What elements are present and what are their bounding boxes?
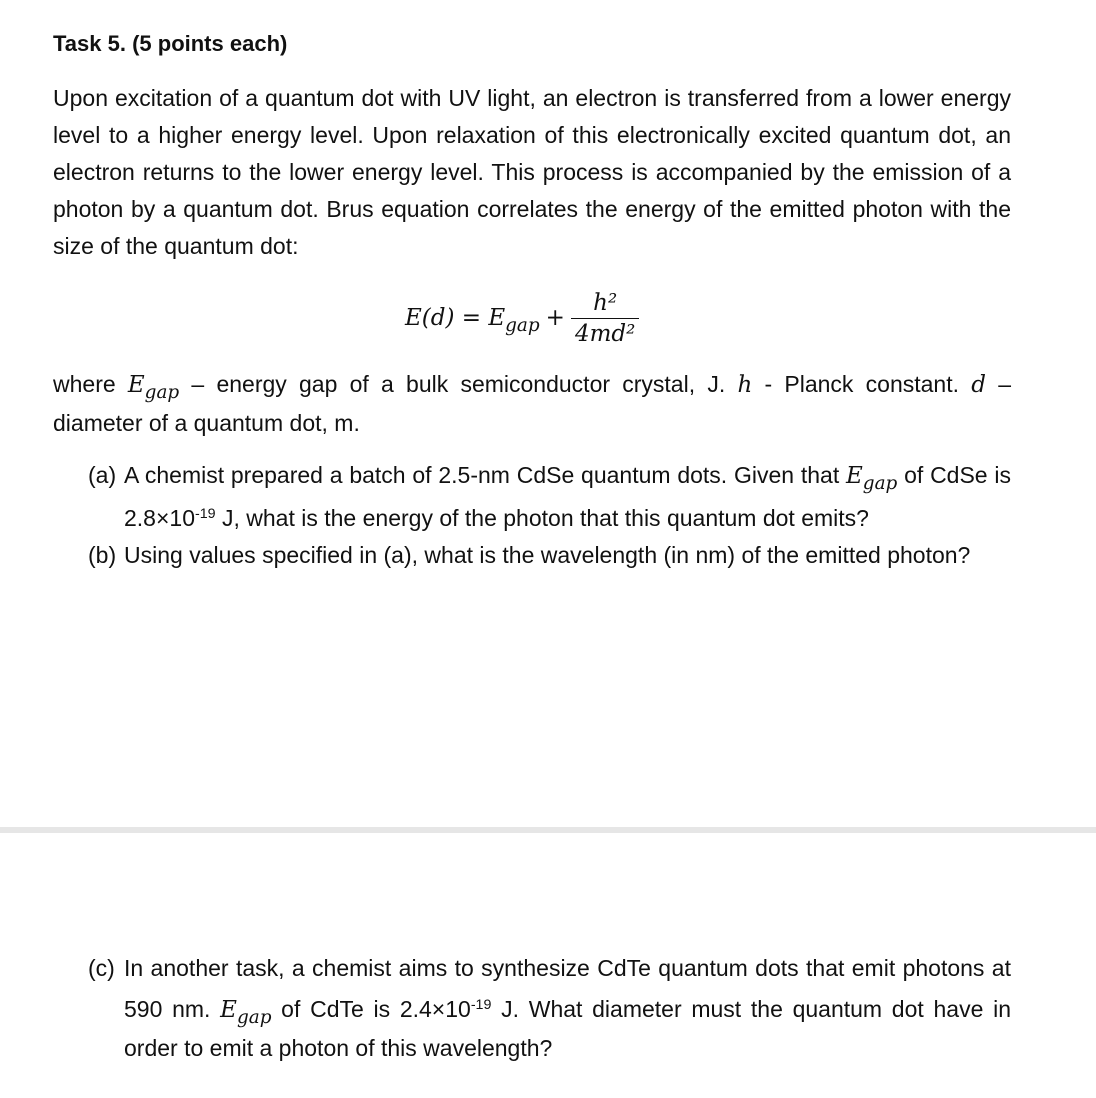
equation-lhs-text: E(d) = E bbox=[405, 305, 506, 331]
question-c-egap bbox=[220, 996, 272, 1029]
definition-text-2: – energy gap of a bulk semiconductor crystal, J. bbox=[179, 371, 738, 397]
questions-ab bbox=[88, 457, 1011, 574]
question-a-label: (a) bbox=[88, 462, 117, 488]
question-b-text: Using values specified in (a), what is the wavelength (in nm) of the emitted photon? bbox=[124, 541, 971, 568]
question-a-text-3: J, what is the energy of the photon that this quantum dot emits? bbox=[215, 504, 869, 531]
equation-lhs bbox=[405, 305, 540, 337]
d-symbol: d bbox=[971, 372, 986, 398]
question-b bbox=[88, 537, 1011, 574]
question-a-text-2: of CdSe is 2.8×10 bbox=[124, 462, 1011, 531]
h-symbol: h bbox=[737, 372, 753, 398]
egap-symbol bbox=[127, 372, 180, 404]
question-a-egap-e: E bbox=[846, 463, 863, 489]
questions-c bbox=[88, 950, 1011, 1067]
question-c-text-1: In another task, a chemist aims to synthesize CdTe quantum dots that emit photons at 590 nm. bbox=[124, 955, 1011, 1022]
definition-text-1: where bbox=[53, 371, 128, 397]
question-c-egap-e: E bbox=[220, 996, 237, 1023]
definition-text-3: - Planck constant. bbox=[752, 371, 972, 397]
question-c-label: (c) bbox=[88, 955, 115, 981]
question-c bbox=[88, 950, 1011, 1067]
equation-fraction bbox=[571, 290, 639, 347]
page-divider bbox=[0, 827, 1096, 833]
equation-numerator: h² bbox=[593, 289, 618, 316]
task-title: Task 5. (5 points each) bbox=[53, 31, 288, 56]
equation-denominator: 4md² bbox=[571, 318, 639, 347]
definition-text-4: – diameter of a quantum dot, m. bbox=[53, 371, 1011, 436]
brus-equation bbox=[405, 283, 639, 353]
question-a bbox=[88, 457, 1011, 537]
question-c-text-3: J. What diameter must the quantum dot have in order to emit a photon of this wavelength? bbox=[124, 995, 1011, 1061]
egap-e: E bbox=[127, 372, 145, 398]
question-c-exponent: -19 bbox=[470, 997, 492, 1013]
question-c-egap-subscript: gap bbox=[236, 1007, 272, 1029]
question-a-exponent: -19 bbox=[195, 506, 216, 522]
egap-subscript: gap bbox=[144, 382, 180, 404]
equation-lhs-subscript: gap bbox=[505, 315, 540, 337]
intro-paragraph: Upon excitation of a quantum dot with UV light, an electron is transferred from a lower energy level to a higher energy level. Upon relaxation of this electronically excited quantum dot, an electron returns to the lower energy level. This process is accompanied by the emission of a photon by a quantum dot. Brus equation correlates the energy of the emitted photon with the size of the quantum dot: bbox=[53, 85, 1011, 259]
question-c-text-2: of CdTe is 2.4×10 bbox=[271, 995, 471, 1022]
definition-paragraph bbox=[53, 366, 1011, 442]
equation-plus: + bbox=[545, 305, 565, 331]
question-a-egap-subscript: gap bbox=[862, 473, 898, 495]
question-a-egap bbox=[846, 463, 898, 495]
question-b-label: (b) bbox=[88, 541, 117, 568]
question-a-text-1: A chemist prepared a batch of 2.5-nm CdSe quantum dots. Given that bbox=[124, 462, 846, 488]
